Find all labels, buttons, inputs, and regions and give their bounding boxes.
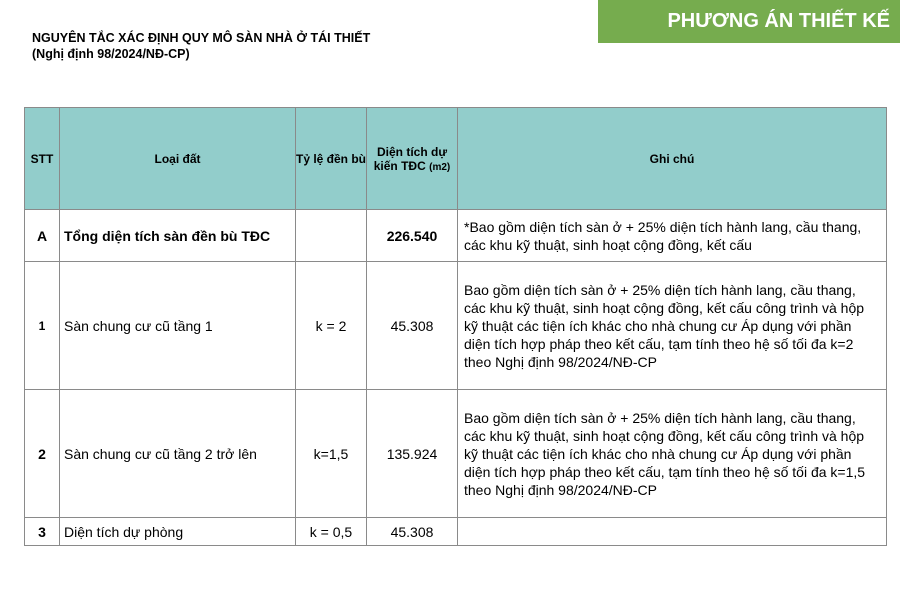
cell-loai-dat: Sàn chung cư cũ tầng 1 xyxy=(60,262,296,390)
cell-stt: A xyxy=(25,210,60,262)
table-row xyxy=(25,262,887,390)
table-row xyxy=(25,390,887,518)
cell-ty-le: k = 0,5 xyxy=(296,518,367,546)
cell-stt: 3 xyxy=(25,518,60,546)
cell-ghi-chu xyxy=(458,518,887,546)
cell-ty-le xyxy=(296,210,367,262)
table-header-row xyxy=(25,108,887,210)
table-row xyxy=(25,518,887,546)
title-line-1: NGUYÊN TẮC XÁC ĐỊNH QUY MÔ SÀN NHÀ Ở TÁI THIẾT xyxy=(32,31,371,45)
cell-stt: 1 xyxy=(25,262,60,390)
section-badge: PHƯƠNG ÁN THIẾT KẾ xyxy=(598,0,900,43)
compensation-table xyxy=(24,107,887,546)
page-title xyxy=(32,30,370,62)
header-stt: STT xyxy=(25,108,60,210)
cell-loai-dat: Sàn chung cư cũ tầng 2 trở lên xyxy=(60,390,296,518)
header-dien-tich xyxy=(367,108,458,210)
cell-stt: 2 xyxy=(25,390,60,518)
cell-dien-tich: 226.540 xyxy=(367,210,458,262)
cell-ty-le: k=1,5 xyxy=(296,390,367,518)
title-line-2: (Nghị định 98/2024/NĐ-CP) xyxy=(32,47,190,61)
cell-loai-dat: Diện tích dự phòng xyxy=(60,518,296,546)
header-ty-le: Tỷ lệ đền bù xyxy=(296,108,367,210)
header-ghi-chu: Ghi chú xyxy=(458,108,887,210)
header-dien-tich-label: Diện tích dự kiến TĐC xyxy=(373,144,448,173)
cell-dien-tich: 45.308 xyxy=(367,262,458,390)
cell-ty-le: k = 2 xyxy=(296,262,367,390)
cell-dien-tich: 135.924 xyxy=(367,390,458,518)
header-dien-tich-unit: (m2) xyxy=(429,161,451,173)
header-loai-dat: Loại đất xyxy=(60,108,296,210)
table-row xyxy=(25,210,887,262)
cell-loai-dat: Tổng diện tích sàn đền bù TĐC xyxy=(60,210,296,262)
cell-ghi-chu: Bao gồm diện tích sàn ở + 25% diện tích hành lang, cầu thang, các khu kỹ thuật, sinh hoạt cộng đồng, kết cấu công trình và hộp kỹ thuật các tiện ích khác cho nhà chung cư Áp dụng với phần diện tích hợp pháp theo kết cấu, tạm tính theo hệ số tối đa k=1,5 theo Nghị định 98/2024/NĐ-CP xyxy=(458,390,887,518)
cell-dien-tich: 45.308 xyxy=(367,518,458,546)
cell-ghi-chu: *Bao gồm diện tích sàn ở + 25% diện tích hành lang, cầu thang, các khu kỹ thuật, sinh hoạt cộng đồng, kết cấu xyxy=(458,210,887,262)
cell-ghi-chu: Bao gồm diện tích sàn ở + 25% diện tích hành lang, cầu thang, các khu kỹ thuật, sinh hoạt cộng đồng, kết cấu công trình và hộp kỹ thuật các tiện ích khác cho nhà chung cư Áp dụng với phần diện tích hợp pháp theo kết cấu, tạm tính theo hệ số tối đa k=2 theo Nghị định 98/2024/NĐ-CP xyxy=(458,262,887,390)
